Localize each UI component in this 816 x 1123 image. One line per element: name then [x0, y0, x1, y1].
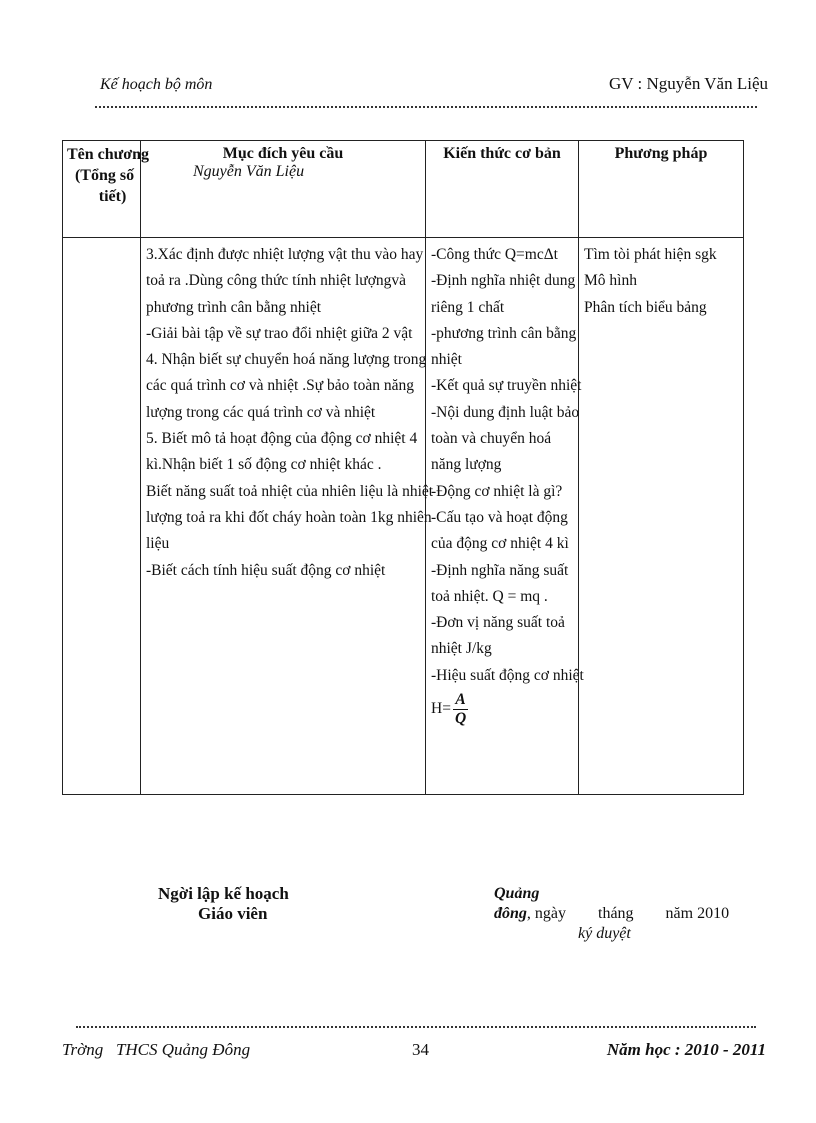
knowledge-line: -Nội dung định luật bảo — [431, 403, 580, 421]
knowledge-line: toả nhiệt. Q = mq . — [431, 587, 548, 605]
objective-line: liệu — [146, 535, 170, 553]
objective-line: toả ra .Dùng công thức tính nhiệt lượngvà — [146, 272, 407, 290]
header-chapter-line: Tên chương — [67, 146, 150, 163]
page-number: 34 — [412, 1040, 429, 1059]
header-subject: Kế hoạch bộ môn — [100, 76, 213, 93]
signature-planner — [158, 884, 289, 924]
objective-line: 4. Nhận biết sự chuyển hoá năng lượng trong — [146, 351, 427, 369]
signature-planner-line1: Ngời lập kế hoạch — [158, 884, 289, 903]
method-line: Tìm tòi phát hiện sgk — [584, 246, 717, 263]
method-line: Mô hình — [584, 272, 637, 290]
objective-line: -Biết cách tính hiệu suất động cơ nhiệt — [146, 561, 386, 579]
footer-divider — [76, 1026, 756, 1028]
signature-place: Quảng đông — [494, 885, 540, 922]
objective-line: 5. Biết mô tả hoạt động của động cơ nhiệt 4 — [146, 430, 418, 448]
knowledge-line: -Định nghĩa năng suất — [431, 561, 569, 579]
footer-school: Trờng THCS Quảng Đông — [62, 1040, 251, 1059]
header-knowledge: Kiến thức cơ bản — [426, 141, 579, 238]
objective-line: -Giải bài tập về sự trao đổi nhiệt giữa 2 vật — [146, 324, 413, 342]
objective-line: kì.Nhận biết 1 số động cơ nhiệt khác . — [146, 456, 382, 474]
header-divider — [95, 106, 757, 108]
objective-line: lượng trong các quá trình cơ và nhiệt — [146, 403, 376, 421]
signature-date: , ngày tháng năm 2010 — [526, 905, 730, 922]
knowledge-line: riêng 1 chất — [431, 298, 505, 316]
knowledge-line: -Kết quả sự truyền nhiệt — [431, 377, 582, 395]
knowledge-line: nhiệt J/kg — [431, 640, 492, 658]
knowledge-line: nhiệt — [431, 351, 462, 369]
table-row — [63, 238, 744, 795]
formula-prefix: H= — [431, 700, 451, 718]
cell-knowledge — [426, 238, 584, 795]
formula-numerator: A — [453, 691, 468, 710]
knowledge-line: -Động cơ nhiệt là gì? — [431, 482, 563, 500]
header-method: Phương pháp — [579, 141, 744, 238]
knowledge-line: -Cấu tạo và hoạt động — [431, 508, 568, 526]
footer-school-year: Năm học : 2010 - 2011 — [606, 1040, 766, 1059]
plan-table — [62, 140, 744, 795]
header-chapter-line: tiết) — [98, 187, 127, 205]
efficiency-formula — [431, 691, 574, 728]
objective-line: phương trình cân bằng nhiệt — [146, 298, 322, 316]
signature-approval — [494, 884, 764, 944]
objective-line: lượng toả ra khi đốt cháy hoàn toàn 1kg nhiên — [146, 508, 432, 526]
header-teacher: GV : Nguyễn Văn Liệu — [609, 74, 768, 93]
signature-approval-line2: ký duyệt — [578, 925, 631, 942]
header-chapter — [63, 141, 150, 238]
objective-line: các quá trình cơ và nhiệt .Sự bảo toàn năng — [146, 377, 414, 395]
cell-chapter — [63, 238, 141, 795]
knowledge-line: toàn và chuyển hoá — [431, 430, 552, 448]
method-line: Phân tích biểu bảng — [584, 298, 707, 316]
cell-objectives — [141, 238, 434, 795]
knowledge-line: -Định nghĩa nhiệt dung — [431, 272, 576, 290]
table-header-row — [63, 141, 744, 238]
signature-planner-line2: Giáo viên — [198, 904, 268, 923]
cell-method — [579, 238, 744, 795]
header-chapter-line: (Tổng số — [74, 166, 135, 184]
knowledge-line: năng lượng — [431, 456, 502, 474]
header-objectives — [141, 141, 426, 238]
formula-denominator: Q — [454, 710, 467, 728]
knowledge-line: -Công thức Q=mcΔt — [431, 246, 558, 263]
knowledge-line: -phương trình cân bằng — [431, 324, 577, 342]
knowledge-line: -Hiệu suất động cơ nhiệt — [431, 666, 584, 684]
header-objectives-title: Mục đích yêu cầu — [222, 145, 344, 162]
knowledge-line: -Đơn vị năng suất toả — [431, 614, 565, 632]
knowledge-line: của động cơ nhiệt 4 kì — [431, 535, 569, 553]
header-objectives-sub: Nguyễn Văn Liệu — [193, 163, 305, 180]
objective-line: Biết năng suất toả nhiệt của nhiên liệu là nhiệt — [146, 482, 434, 500]
objective-line: 3.Xác định được nhiệt lượng vật thu vào hay — [146, 246, 424, 263]
formula-fraction — [453, 691, 468, 728]
